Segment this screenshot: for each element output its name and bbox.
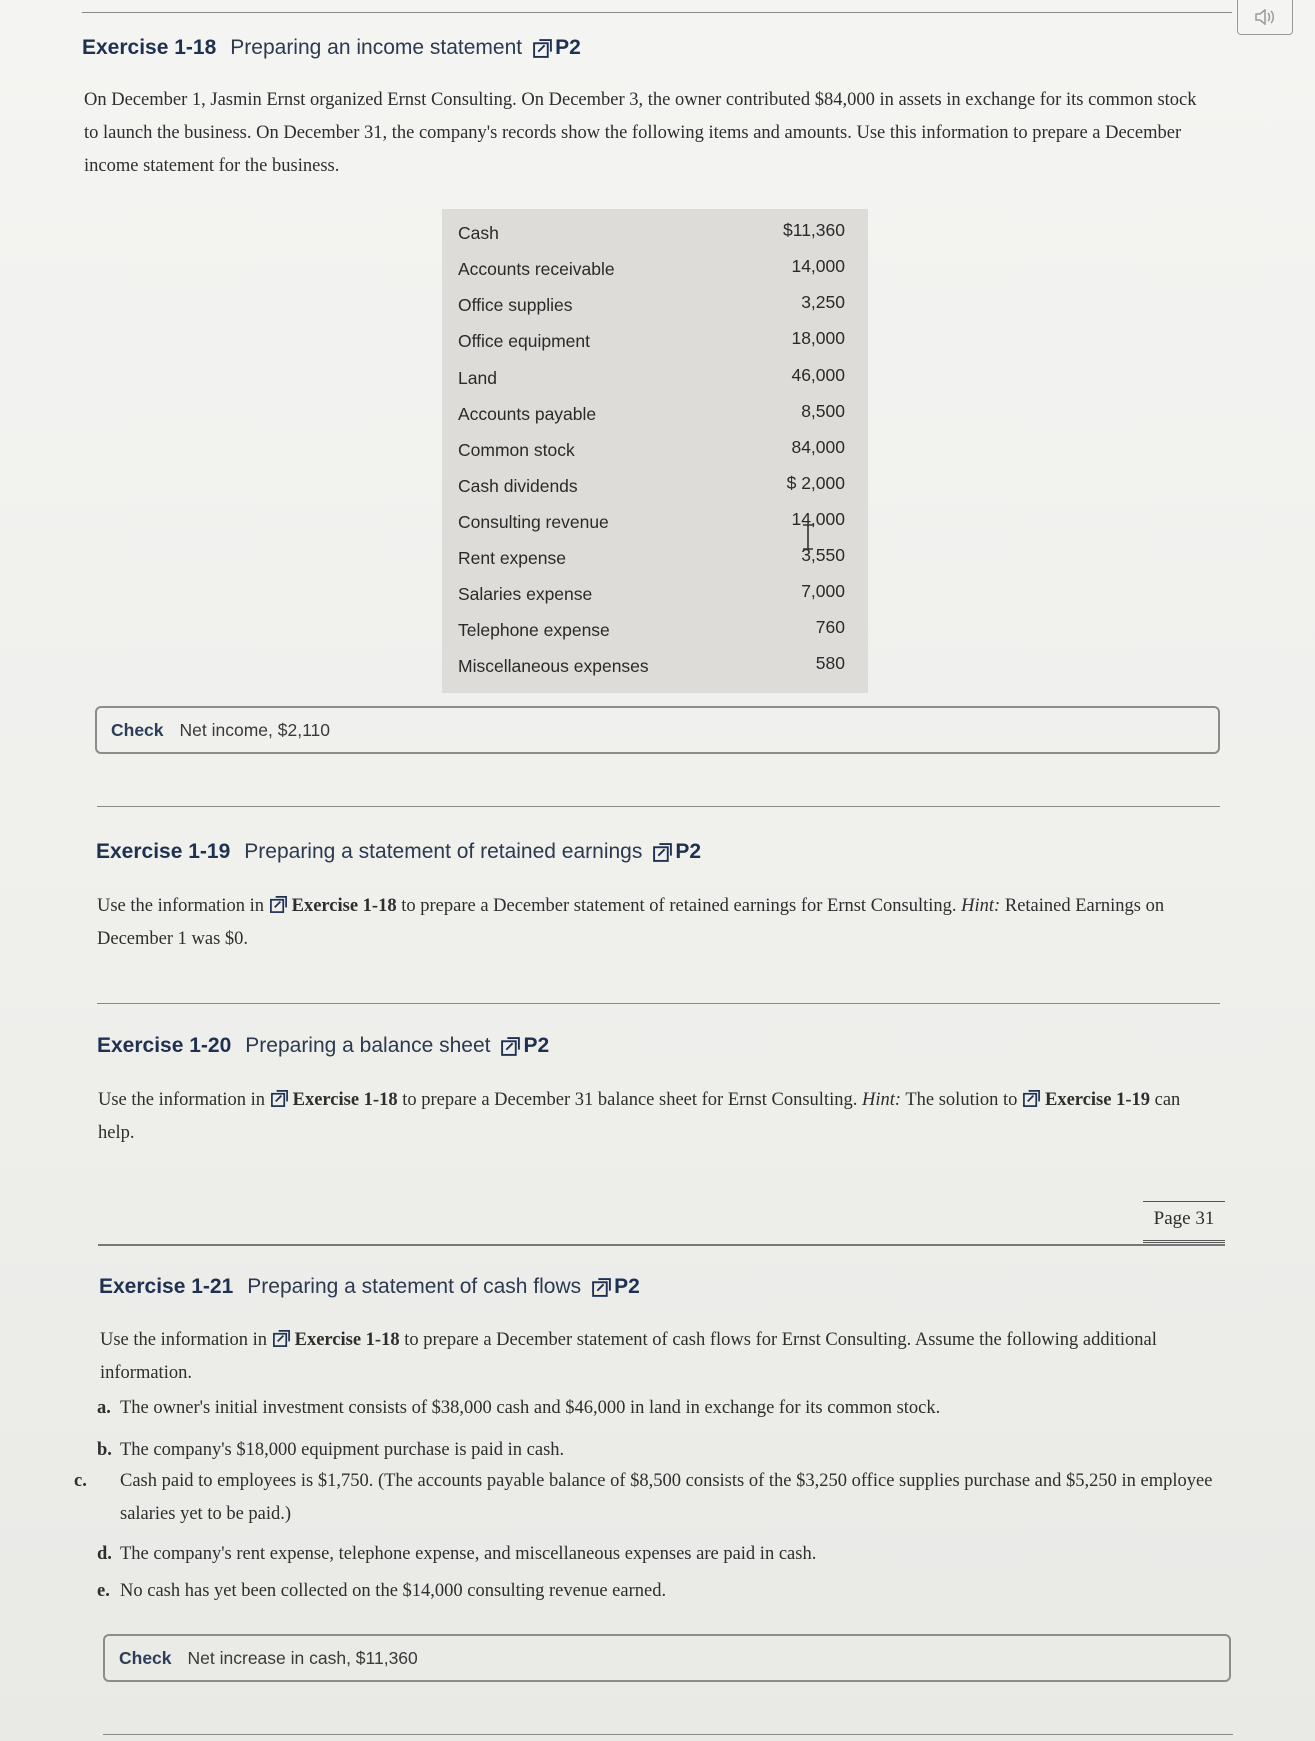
table-row <box>442 255 868 285</box>
table-row <box>442 327 868 357</box>
account-balances-table <box>442 209 868 693</box>
exercise-1-18-heading <box>82 36 581 60</box>
exercise-number: Exercise 1-21 <box>99 1275 234 1298</box>
exercise-1-21-heading <box>99 1275 640 1299</box>
exercise-number: Exercise 1-18 <box>82 36 217 59</box>
exercise-title: Preparing a statement of retained earnings <box>244 840 643 863</box>
list-marker: c. <box>74 1471 87 1491</box>
account-amount: $ 2,000 <box>786 473 845 493</box>
table-row <box>442 580 868 610</box>
list-item <box>97 1434 1227 1467</box>
exercise-link[interactable]: Exercise 1-18 <box>294 1330 400 1350</box>
list-text: The company's $18,000 equipment purchase is paid in cash. <box>120 1440 565 1460</box>
exercise-title: Preparing an income statement <box>230 36 523 59</box>
account-amount: 760 <box>815 617 845 637</box>
learning-objective: P2 <box>614 1275 640 1298</box>
list-item <box>74 1465 1227 1531</box>
exercise-1-19-description <box>97 890 1197 956</box>
list-marker: d. <box>97 1544 112 1564</box>
hint-label: Hint: <box>961 896 1001 916</box>
table-row <box>442 364 868 394</box>
exercise-1-18-description: On December 1, Jasmin Ernst organized Ernst Consulting. On December 3, the owner contributed $84,000 in assets in exchange for its common stock to launch the business. On December 31, the company's records show the following items and amounts. Use this information to prepare a December income statement for the business. <box>84 90 1197 176</box>
check-label: Check <box>111 719 164 740</box>
exercise-title: Preparing a statement of cash flows <box>247 1275 582 1298</box>
exercise-link[interactable]: Exercise 1-18 <box>291 896 397 916</box>
account-amount: 46,000 <box>791 365 845 385</box>
account-amount: $11,360 <box>783 220 845 240</box>
list-text: The company's rent expense, telephone expense, and miscellaneous expenses are paid in cash. <box>120 1544 817 1564</box>
link-icon[interactable] <box>1022 1089 1041 1108</box>
account-label: Salaries expense <box>458 584 593 604</box>
learning-objective: P2 <box>523 1034 550 1057</box>
table-row <box>442 291 868 321</box>
learning-objective: P2 <box>555 36 581 59</box>
exercise-number: Exercise 1-20 <box>97 1034 232 1057</box>
account-label: Consulting revenue <box>458 512 609 532</box>
account-label: Common stock <box>458 440 575 460</box>
exercise-title: Preparing a balance sheet <box>245 1034 491 1057</box>
account-label: Miscellaneous expenses <box>458 656 649 676</box>
text: Use the information in <box>100 1330 267 1350</box>
account-amount: 8,500 <box>801 401 845 421</box>
account-label: Cash dividends <box>458 476 578 496</box>
speaker-icon[interactable] <box>1237 0 1293 35</box>
table-row <box>442 652 868 682</box>
text: can help. <box>98 1090 1181 1143</box>
table-row <box>442 472 868 502</box>
link-icon[interactable] <box>269 895 288 914</box>
check-net-increase-in-cash <box>103 1634 1231 1682</box>
exercise-1-20-description <box>98 1084 1198 1150</box>
table-row <box>442 616 868 646</box>
text: Use the information in <box>98 1090 265 1110</box>
account-label: Office equipment <box>458 331 590 351</box>
account-amount: 18,000 <box>791 328 845 348</box>
exercise-link[interactable]: Exercise 1-19 <box>1045 1090 1150 1110</box>
page-number: Page 31 <box>1143 1201 1225 1243</box>
list-text: Cash paid to employees is $1,750. (The accounts payable balance of $8,500 consists of the $3,250 office supplies purchase and $5,250 in employee salaries yet to be paid.) <box>120 1471 1213 1524</box>
account-amount: 3,250 <box>801 292 845 312</box>
account-amount: 7,000 <box>801 581 845 601</box>
hint-text: The solution to <box>905 1090 1018 1110</box>
link-icon[interactable] <box>652 842 673 863</box>
text: to prepare a December statement of cash flows for Ernst Consulting. Assume the following additional information. <box>100 1330 1157 1383</box>
section-divider <box>97 1003 1220 1004</box>
link-icon[interactable] <box>500 1036 521 1057</box>
exercise-1-20-heading <box>97 1034 549 1058</box>
list-marker: b. <box>97 1440 112 1460</box>
table-row <box>442 219 868 249</box>
account-label: Accounts receivable <box>458 259 615 279</box>
list-marker: e. <box>97 1581 110 1601</box>
exercise-link[interactable]: Exercise 1-18 <box>292 1090 398 1110</box>
account-label: Accounts payable <box>458 404 597 424</box>
list-text: No cash has yet been collected on the $14,000 consulting revenue earned. <box>120 1581 667 1601</box>
link-icon[interactable] <box>591 1277 612 1298</box>
text-cursor-icon <box>801 524 815 550</box>
bottom-rule <box>103 1734 1233 1735</box>
list-item <box>97 1575 1227 1608</box>
account-amount: 14,000 <box>791 509 845 529</box>
account-amount: 3,550 <box>801 545 845 565</box>
account-label: Cash <box>458 223 499 243</box>
account-label: Rent expense <box>458 548 566 568</box>
account-label: Land <box>458 368 497 388</box>
text: to prepare a December 31 balance sheet for Ernst Consulting. <box>402 1090 858 1110</box>
link-icon[interactable] <box>272 1329 291 1348</box>
table-row <box>442 436 868 466</box>
section-divider <box>98 1244 1225 1246</box>
hint-text: Retained Earnings on December 1 was $0. <box>97 896 1165 949</box>
account-amount: 14,000 <box>791 256 845 276</box>
list-item <box>97 1392 1227 1425</box>
exercise-1-19-heading <box>96 840 701 864</box>
check-value: Net increase in cash, $11,360 <box>187 1647 418 1668</box>
table-row <box>442 400 868 430</box>
account-amount: 580 <box>815 653 845 673</box>
account-label: Telephone expense <box>458 620 610 640</box>
list-text: The owner's initial investment consists of $38,000 cash and $46,000 in land in exchange for its common stock. <box>120 1398 941 1418</box>
exercise-number: Exercise 1-19 <box>96 840 231 863</box>
account-label: Office supplies <box>458 295 573 315</box>
check-net-income <box>95 706 1220 754</box>
learning-objective: P2 <box>675 840 702 863</box>
list-item <box>97 1538 1227 1571</box>
text: Use the information in <box>97 896 264 916</box>
top-rule <box>82 12 1232 13</box>
link-icon[interactable] <box>270 1089 289 1108</box>
link-icon[interactable] <box>532 38 553 59</box>
account-amount: 84,000 <box>791 437 845 457</box>
check-label: Check <box>119 1647 172 1668</box>
text: to prepare a December statement of retained earnings for Ernst Consulting. <box>401 896 957 916</box>
list-marker: a. <box>97 1398 111 1418</box>
hint-label: Hint: <box>861 1090 902 1110</box>
check-value: Net income, $2,110 <box>179 719 330 740</box>
section-divider <box>97 806 1220 807</box>
exercise-1-21-description <box>100 1324 1200 1390</box>
